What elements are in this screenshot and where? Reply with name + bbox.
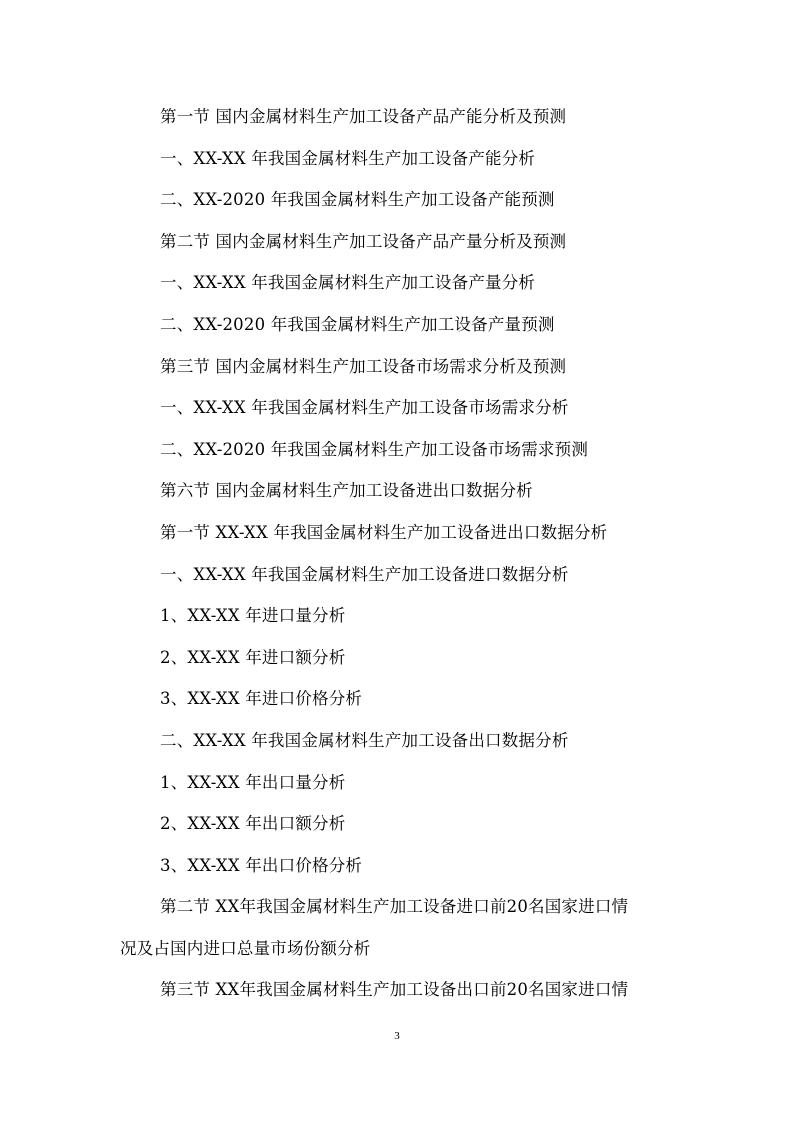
list-item: 1、XX-XX 年进口量分析 [160,606,346,626]
section-heading-continuation: 况及占国内进口总量市场份额分析 [120,938,371,958]
chapter-heading: 第六节 国内金属材料生产加工设备进出口数据分析 [160,481,533,501]
subsection-item: 二、XX-2020 年我国金属材料生产加工设备产量预测 [160,314,555,334]
section-heading: 第二节 XX年我国金属材料生产加工设备进口前20名国家进口情 [160,897,629,917]
section-heading: 第二节 国内金属材料生产加工设备产品产量分析及预测 [160,231,567,251]
document-body [120,100,680,1015]
subsection-item: 二、XX-XX 年我国金属材料生产加工设备出口数据分析 [160,730,569,750]
list-item: 3、XX-XX 年进口价格分析 [160,689,363,709]
section-heading: 第三节 XX年我国金属材料生产加工设备出口前20名国家进口情 [160,980,629,1000]
subsection-item: 一、XX-XX 年我国金属材料生产加工设备市场需求分析 [160,398,569,418]
list-item: 2、XX-XX 年出口额分析 [160,814,346,834]
section-heading: 第一节 国内金属材料生产加工设备产品产能分析及预测 [160,107,567,126]
list-item: 2、XX-XX 年进口额分析 [160,647,346,667]
list-item: 3、XX-XX 年出口价格分析 [160,855,363,875]
subsection-item: 一、XX-XX 年我国金属材料生产加工设备产量分析 [160,273,536,293]
subsection-item: 一、XX-XX 年我国金属材料生产加工设备进口数据分析 [160,564,569,584]
subsection-item: 一、XX-XX 年我国金属材料生产加工设备产能分析 [160,148,536,168]
subsection-item: 二、XX-2020 年我国金属材料生产加工设备产能预测 [160,190,555,210]
page-number: 3 [394,1030,400,1042]
subsection-item: 二、XX-2020 年我国金属材料生产加工设备市场需求预测 [160,439,589,459]
list-item: 1、XX-XX 年出口量分析 [160,772,346,792]
section-heading: 第三节 国内金属材料生产加工设备市场需求分析及预测 [160,356,567,376]
section-heading: 第一节 XX-XX 年我国金属材料生产加工设备进出口数据分析 [160,522,608,542]
